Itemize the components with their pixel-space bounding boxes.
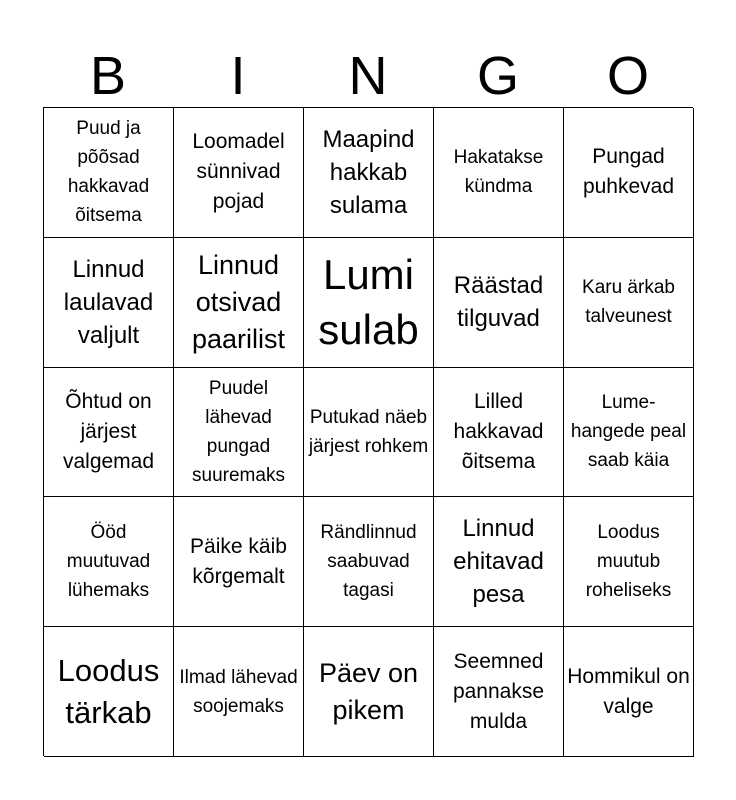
bingo-cell[interactable] <box>304 627 434 757</box>
cell-text: Ööd muutuvad lühemaks <box>66 522 151 602</box>
bingo-cell[interactable] <box>434 238 564 368</box>
cell-text: Lumi sulab <box>318 251 419 354</box>
cell-text: Linnud ehitavad pesa <box>453 515 544 609</box>
bingo-cell[interactable] <box>564 497 694 627</box>
bingo-cell[interactable] <box>44 108 174 238</box>
cell-text: Päev on pikem <box>318 657 419 725</box>
cell-text: Puudel lähevad pungad suuremaks <box>192 377 285 486</box>
cell-text: Päike käib kõrgemalt <box>190 534 287 588</box>
bingo-cell[interactable] <box>174 627 304 757</box>
bingo-cell[interactable] <box>564 238 694 368</box>
cell-text: Lilled hakkavad õitsema <box>453 389 544 473</box>
cell-text: Linnud laulavad valjult <box>63 255 154 349</box>
bingo-cell[interactable] <box>304 497 434 627</box>
cell-text: Hakatakse kündma <box>453 147 544 198</box>
bingo-cell[interactable] <box>174 368 304 498</box>
bingo-cell[interactable] <box>44 497 174 627</box>
bingo-cell[interactable] <box>564 368 694 498</box>
cell-text: Rändlinnud saabuvad tagasi <box>320 522 417 602</box>
bingo-cell[interactable] <box>564 627 694 757</box>
header-letter-b: B <box>89 46 127 106</box>
bingo-header <box>43 44 693 108</box>
cell-text: Lume-hangede peal saab käia <box>570 392 687 472</box>
bingo-cell[interactable] <box>44 368 174 498</box>
bingo-cell[interactable] <box>44 627 174 757</box>
cell-text: Linnud otsivad paarilist <box>191 249 286 354</box>
bingo-cell[interactable] <box>434 108 564 238</box>
cell-text: Maapind hakkab sulama <box>322 125 415 219</box>
bingo-cell[interactable] <box>304 108 434 238</box>
bingo-cell[interactable] <box>564 108 694 238</box>
bingo-cell[interactable] <box>434 368 564 498</box>
bingo-grid <box>43 107 693 756</box>
cell-text: Seemned pannakse mulda <box>452 649 545 733</box>
header-letter-n: N <box>348 46 388 106</box>
bingo-cell[interactable] <box>174 108 304 238</box>
bingo-cell[interactable] <box>174 497 304 627</box>
cell-text: Pungad puhkevad <box>582 145 675 199</box>
header-letter-i: I <box>230 46 246 106</box>
cell-text: Putukad näeb järjest rohkem <box>308 406 429 457</box>
bingo-cell[interactable] <box>304 368 434 498</box>
bingo-cell free-space[interactable] <box>304 238 434 368</box>
bingo-cell[interactable] <box>434 627 564 757</box>
header-letter-o: O <box>606 46 649 106</box>
cell-text: Karu ärkab talveunest <box>582 277 675 328</box>
cell-text: Loodus muutub roheliseks <box>585 522 672 602</box>
cell-text: Puud ja põõsad hakkavad õitsema <box>67 118 150 227</box>
cell-text: Hommikul on valge <box>567 664 690 718</box>
cell-text: Räästad tilguvad <box>453 272 544 333</box>
cell-text: Ilmad lähevad soojemaks <box>179 666 298 717</box>
bingo-cell[interactable] <box>174 238 304 368</box>
cell-text: Loodus tärkab <box>57 652 160 730</box>
cell-text: Loomadel sünnivad pojad <box>192 130 285 214</box>
cell-text: Õhtud on järjest valgemad <box>62 389 155 473</box>
header-letter-g: G <box>476 46 519 106</box>
bingo-cell[interactable] <box>44 238 174 368</box>
bingo-cell[interactable] <box>434 497 564 627</box>
